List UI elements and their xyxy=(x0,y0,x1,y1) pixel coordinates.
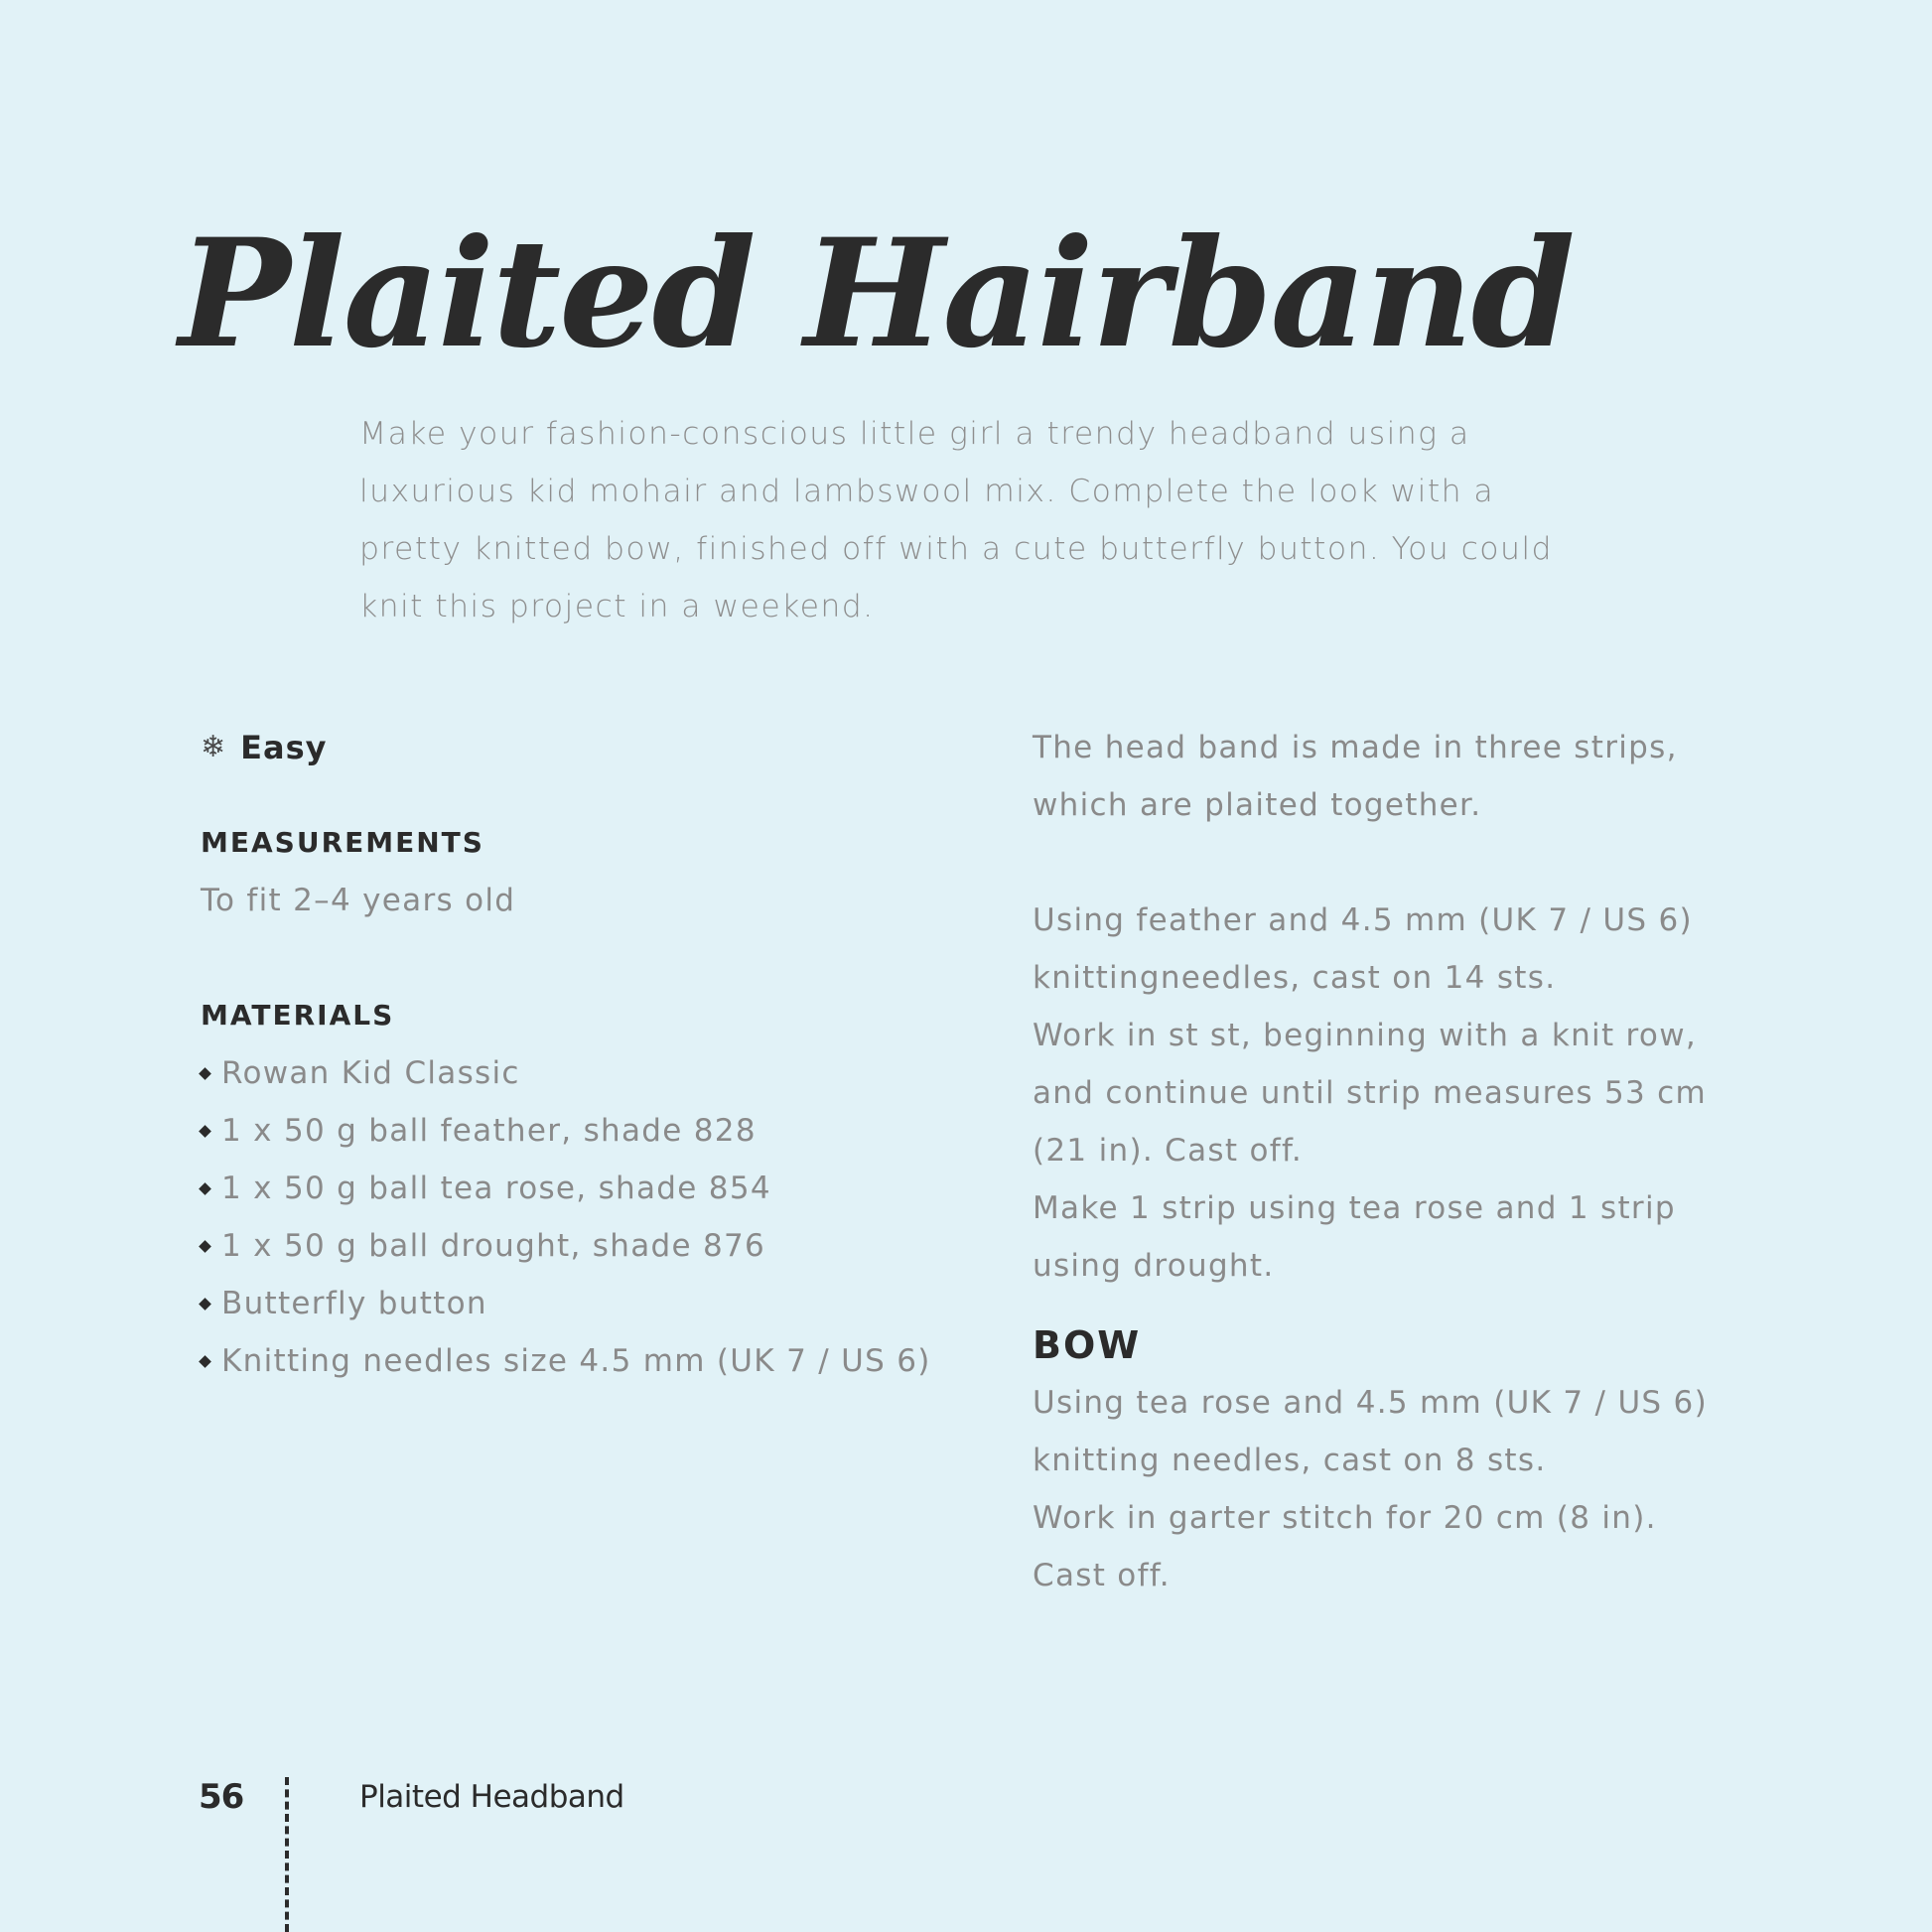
list-item xyxy=(201,1044,955,1102)
materials-list xyxy=(201,1044,955,1390)
text-line: and continue until strip measures 53 cm xyxy=(1033,1075,1707,1111)
running-title: Plaited Headband xyxy=(359,1779,624,1815)
text-line: The head band is made in three strips, xyxy=(1033,730,1678,765)
diamond-bullet-icon xyxy=(199,1125,211,1138)
material-label: Butterfly button xyxy=(221,1286,487,1321)
material-label: 1 x 50 g ball tea rose, shade 854 xyxy=(221,1171,771,1206)
intro-paragraph xyxy=(359,405,1650,635)
measurements-text: To fit 2–4 years old xyxy=(201,883,516,918)
material-label: Rowan Kid Classic xyxy=(221,1055,520,1091)
material-label: Knitting needles size 4.5 mm (UK 7 / US 6) xyxy=(221,1343,931,1379)
list-item xyxy=(201,1275,955,1332)
text-line: knitting needles, cast on 8 sts. xyxy=(1033,1443,1547,1478)
list-item xyxy=(201,1160,955,1217)
materials-heading: MATERIALS xyxy=(201,999,395,1032)
text-line: Make 1 strip using tea rose and 1 strip xyxy=(1033,1190,1676,1226)
text-line: Work in garter stitch for 20 cm (8 in). xyxy=(1033,1500,1657,1536)
right-column xyxy=(1033,719,1866,1604)
list-item xyxy=(201,1332,955,1390)
intro-line: Make your fashion-conscious little girl a trendy headband using a xyxy=(359,416,1470,452)
text-line: using drought. xyxy=(1033,1248,1275,1284)
intro-line: knit this project in a weekend. xyxy=(359,589,875,624)
material-label: 1 x 50 g ball feather, shade 828 xyxy=(221,1113,757,1149)
diamond-bullet-icon xyxy=(199,1355,211,1368)
measurements-heading: MEASUREMENTS xyxy=(201,826,484,859)
text-line: (21 in). Cast off. xyxy=(1033,1133,1304,1169)
text-line: Using feather and 4.5 mm (UK 7 / US 6) xyxy=(1033,902,1693,938)
diamond-bullet-icon xyxy=(199,1067,211,1080)
text-line: Using tea rose and 4.5 mm (UK 7 / US 6) xyxy=(1033,1385,1708,1421)
strip-instructions xyxy=(1033,892,1866,1295)
left-column xyxy=(201,719,955,1390)
text-line: which are plaited together. xyxy=(1033,787,1482,823)
intro-line: luxurious kid mohair and lambswool mix. Complete the look with a xyxy=(359,474,1495,509)
page-number: 56 xyxy=(199,1777,244,1817)
text-line: knittingneedles, cast on 14 sts. xyxy=(1033,960,1557,996)
list-item xyxy=(201,1217,955,1275)
difficulty-rating xyxy=(201,719,955,776)
snowflake-icon: ❄ xyxy=(201,730,227,764)
text-line: Work in st st, beginning with a knit row, xyxy=(1033,1018,1698,1053)
instructions-intro xyxy=(1033,719,1866,834)
intro-line: pretty knitted bow, finished off with a cute butterfly button. You could xyxy=(359,531,1553,567)
text-line: Cast off. xyxy=(1033,1558,1171,1593)
bow-heading: BOW xyxy=(1033,1323,1142,1367)
material-label: 1 x 50 g ball drought, shade 876 xyxy=(221,1228,766,1264)
diamond-bullet-icon xyxy=(199,1298,211,1311)
difficulty-label: Easy xyxy=(240,729,328,766)
diamond-bullet-icon xyxy=(199,1182,211,1195)
page-title: Plaited Hairband xyxy=(179,206,1574,381)
diamond-bullet-icon xyxy=(199,1240,211,1253)
footer-divider xyxy=(285,1777,289,1932)
list-item xyxy=(201,1102,955,1160)
bow-instructions xyxy=(1033,1374,1866,1604)
